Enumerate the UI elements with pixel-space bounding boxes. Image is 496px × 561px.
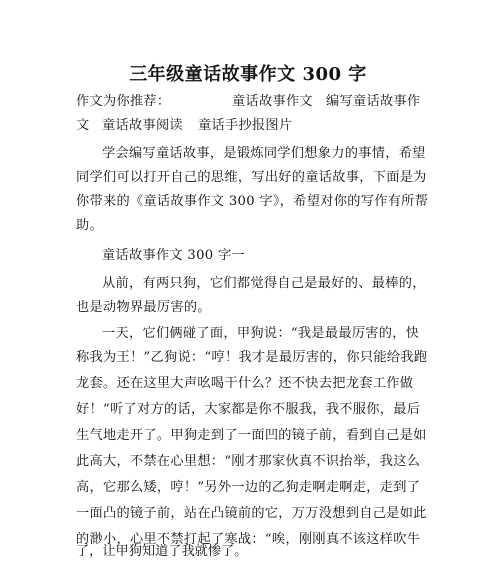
paragraph-line: 也是动物界最厉害的。 [76,300,211,315]
paragraph-line: 同学们可以打开自己的思维，写出好的童话故事，下面是为 [76,170,427,185]
recommend-link-handwritten-newspaper[interactable]: 童话手抄报图片 [198,118,293,133]
document-title: 三年级童话故事作文 300 字 [129,64,367,85]
paragraph-line: 的渺小，心里不禁打起了寒战：“唉，刚刚真不该这样吹牛 [76,532,421,547]
cutoff-line-text: 了，让甲狗知道了我就惨了。 [76,544,248,559]
section-heading: 童话故事作文 300 字一 [102,248,245,263]
recommend-link-essay-tail[interactable]: 文 [76,118,90,133]
paragraph-line: 你带来的《童话故事作文 300 字》，希望对你的写作有所帮 [76,194,429,209]
paragraph-line: 生气地走开了。甲狗走到了一面凹的镜子前，看到自己是如 [76,428,427,443]
recommend-link-fairy-tale-reading[interactable]: 童话故事阅读 [102,118,183,133]
paragraph-line: 高，它那么矮，哼！”另外一边的乙狗走啊走啊走，走到了 [76,480,421,495]
recommend-link-write-fairy-tale[interactable]: 编写童话故事作 [326,94,421,109]
paragraph-line: 一面凸的镜子前，站在凸镜前的它，万万没想到自己是如此 [76,506,427,521]
recommend-label: 作文为你推荐： [76,94,171,109]
paragraph-line: 一天，它们俩碰了面，甲狗说：“我是最最厉害的，快 [102,326,420,341]
paragraph-line: 龙套。还在这里大声吆喝干什么？还不快去把龙套工作做 [76,376,414,391]
cutoff-line [76,544,426,561]
recommend-link-fairy-tale-essay[interactable]: 童话故事作文 [232,94,313,109]
paragraph-line: 助。 [76,218,103,233]
paragraph-line: 称我为王！”乙狗说：“哼！我才是最厉害的，你只能给我跑 [76,350,428,365]
paragraph-line: 此高大，不禁在心里想：“刚才那家伙真不识抬举，我这么 [76,454,421,469]
paragraph-line: 学会编写童话故事，是锻炼同学们想象力的事情，希望 [102,146,426,161]
paragraph-line: 好！”听了对方的话，大家都是你不服我，我不服你，最后 [76,402,421,417]
paragraph-line: 从前，有两只狗，它们都觉得自己是最好的、最棒的， [102,276,426,291]
